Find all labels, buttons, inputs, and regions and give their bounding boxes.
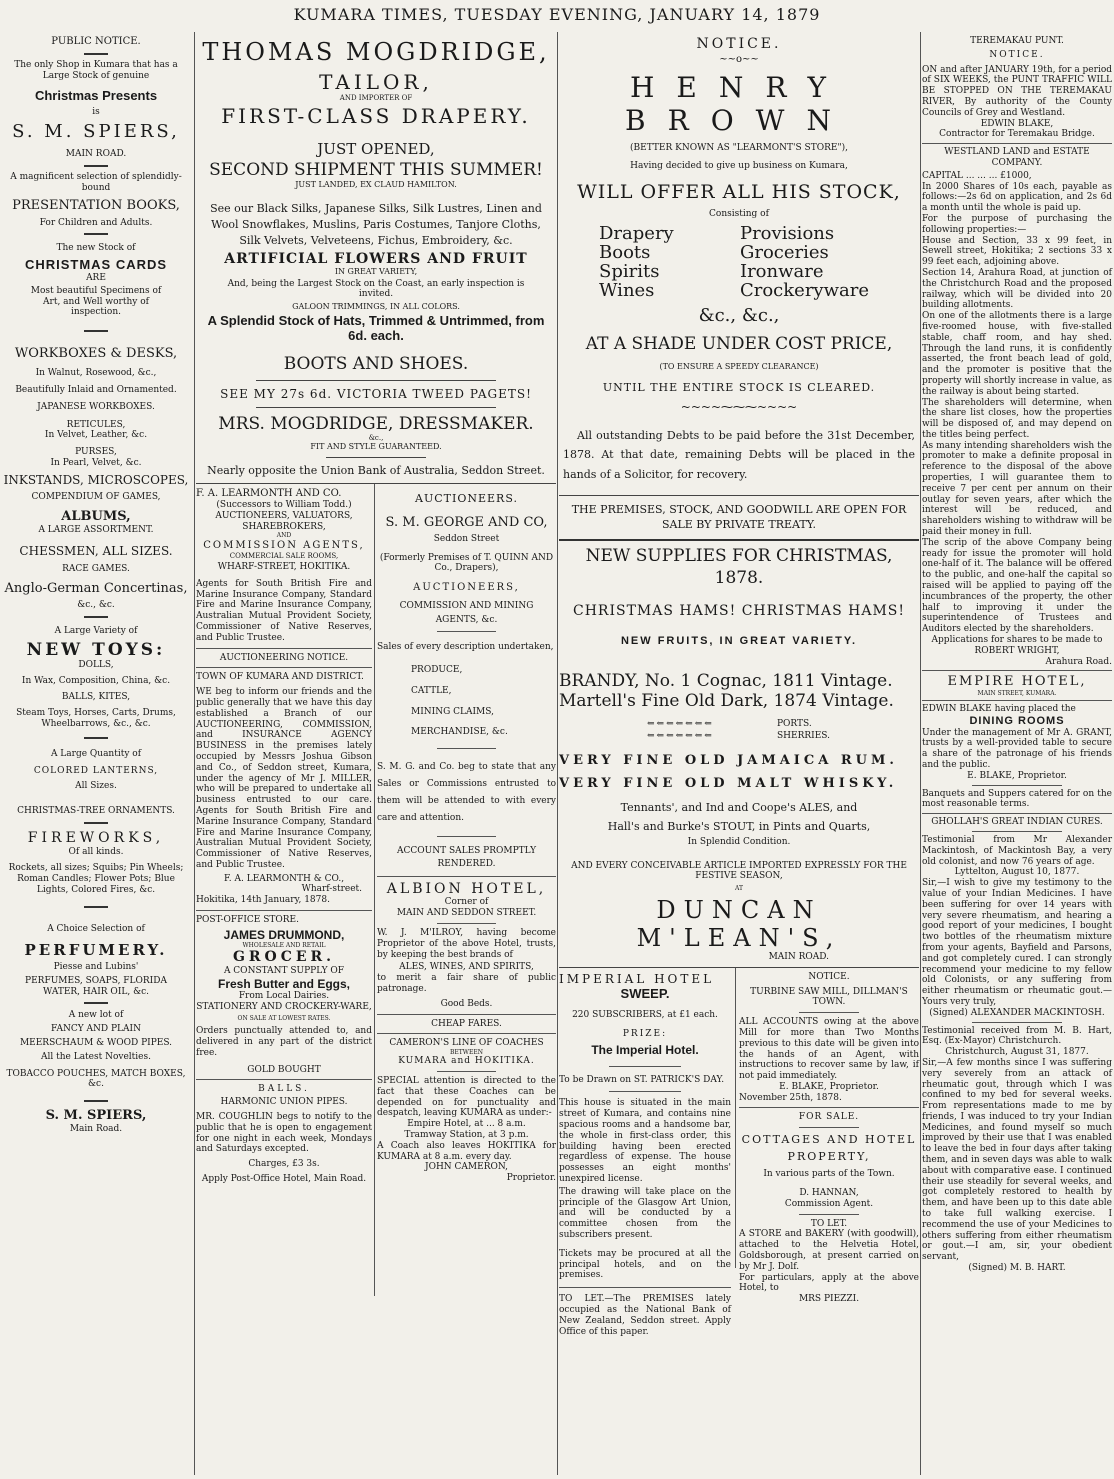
christchurch-date: Christchurch, August 31, 1877. [945,1047,1089,1058]
tweed-pagets: SEE MY 27s 6d. VICTORIA TWEED PAGETS! [220,387,532,401]
butter-eggs: Fresh Butter and Eggs, [217,977,351,992]
public-notice-heading: PUBLIC NOTICE. [51,36,141,47]
amp: &c., [368,434,384,442]
divider [437,1071,496,1072]
christmas-presents: Christmas Presents [34,87,158,103]
fit-style: FIT AND STYLE GUARANTEED. [310,442,442,451]
boots-and-shoes: BOOTS AND SHOES. [283,354,469,374]
learmonth-body: WE beg to inform our friends and the public generally that we have this day established a Branch of our AUCTIONEERING, COMMISSION, and INSURANCE AGENCY BUSINESS in the premises lately occupied by Messrs Joshua Gibson and Co., of Seddon street, Kumara, under the agency of Mr J. MILLER, who will be prepared to undertake all business entrusted to our care. Agents for South British Fire and Marine Insurance Company, Standard Fire and Marine Insurance Company, Australian Mutual Provident Society, Commissioner of Native Reserves, and Public Trustee. [196,687,372,870]
apply-post-office: Apply Post-Office Hotel, Main Road. [201,1173,367,1184]
testimonial-2: Testimonial received from M. B. Hart, Esq. (Ex-Mayor) Christchurch. [922,1025,1112,1047]
inkstands: INKSTANDS, MICROSCOPES, [3,472,189,487]
learmont-store: (BETTER KNOWN AS "LEARMONT'S STORE"), [630,143,848,153]
importer: AND IMPORTER OF [339,94,413,102]
condition: In Splendid Condition. [687,836,791,847]
divider [196,667,372,668]
divider [326,457,426,458]
divider [84,1100,108,1102]
divider [972,1022,1062,1023]
artificial-flowers: ARTIFICIAL FLOWERS AND FRUIT [224,250,528,267]
letter-2: Sir,—A few months since I was suffering very severely from an attack of rheumatic gout, through which I was confined to my bed for several weeks. From representations made to me by friends, I was induced to try your Indian Medicines, and found myself so much improved by their use that I was enabled to leave the bed in four days after taking them, and in seven days was able to walk about with comparative ease. I continued their use steadily for several weeks, and got completely restored to health by them, and have been up to this date able to take full walking exercise. I recommend the use of your Medicines to others suffering from either rheumatism or gout.—I am, sir, your obedient servant, [922,1057,1112,1263]
shop-road: MAIN ROAD. [65,149,127,160]
allotments: On one of the allotments there is a large five-roomed house, with five-stalled stable, chaff room, and hay shed. Through the land runs, it is confidently asserted, the front beach lead of gold, and the promoter is positive that the property will shortly increase in value, as the railway is about being started. [922,311,1112,397]
spiers-signature: S. M. SPIERS, [45,1108,147,1124]
christmas-cards: CHRISTMAS CARDS [24,257,168,273]
goods-item: Wines [599,279,655,301]
just-opened: JUST OPENED, [317,140,435,158]
perfumes: PERFUMES, SOAPS, FLORIDA WATER, HAIR OIL, &c. [25,975,167,997]
reticules: RETICULES, [66,419,126,430]
post-office-store: POST-OFFICE STORE. [196,915,299,926]
divider [437,748,496,749]
arrows-icon: ⇐⇐⇐⇐⇐⇐⇐ [647,730,714,741]
imperial-body: This house is situated in the main street of Kumara, and contains nine spacious rooms and a handsome bar, the whole in first-class order, this building having been erected regardless of expense. The house possesses an eight months' unexpired license. [559,1098,731,1185]
will-offer: WILL OFFER ALL HIS STOCK, [577,181,901,203]
coaches-body: SPECIAL attention is directed to the fact that these Coaches can be depended on for punctuality and despatch, leaving KUMARA as under:- [377,1076,556,1119]
store-to-let: TO LET. [810,1218,848,1229]
column-rule [920,32,921,1475]
balls-head: BALLS. [258,1084,310,1095]
mill-body: ALL ACCOUNTS owing at the above Mill for more than Two Months previous to this date will be given into the hands of an Agent, with instructions to recover same by law, if not paid immediately. [739,1017,919,1082]
to-let-premises: TO LET.—The PREMISES lately occupied as the National Bank of New Zealand, Seddon street. Apply Office of this paper. [559,1294,731,1337]
walnut: In Walnut, Rosewood, &c., [35,368,157,379]
divider [377,1033,556,1034]
divider [84,233,108,235]
inlaid: Beautifully Inlaid and Ornamented. [15,384,177,395]
stout: Hall's and Burke's STOUT, in Pints and Quarts, [607,819,871,833]
route: KUMARA and HOKITIKA. [398,1056,535,1067]
sweep: SWEEP. [620,986,670,1002]
albion-hotel: ALBION HOTEL, [386,880,547,897]
account-sales: ACCOUNT SALES PROMPTLY RENDERED. [396,845,537,870]
fancy-plain: FANCY AND PLAIN [51,1024,141,1035]
george-item: PRODUCE, [411,664,463,675]
good-beds: Good Beds. [440,998,493,1009]
tennants: Tennants', and Ind and Coope's ALES, and [620,800,858,814]
various-parts: In various parts of the Town. [763,1169,895,1180]
turbine-mill: TURBINE SAW MILL, DILLMAN'S TOWN. [750,986,908,1008]
orders: Orders punctually attended to, and delivered in any part of the district free. [196,1026,372,1058]
wholesale-retail: WHOLESALE AND RETAIL [242,942,326,950]
albion-streets: MAIN AND SEDDON STREET. [396,908,537,919]
for-children: For Children and Adults. [39,217,153,228]
auctioneers-head: AUCTIONEERS. [415,492,518,505]
learmonth-head: F. A. LEARMONTH AND CO. [196,488,342,499]
imperial-hotel: IMPERIAL HOTEL [559,971,715,986]
store-bakery: A STORE and BAKERY (with goodwill), attached to the Helvetia Hotel, Goldsborough, at present carried on by Mr J. Dolf. [739,1229,919,1272]
ghollah: GHOLLAH'S GREAT INDIAN CURES. [931,817,1103,828]
balls-kites: BALLS, KITES, [61,692,131,702]
divider [799,1214,859,1215]
tree-ornaments: CHRISTMAS-TREE ORNAMENTS. [17,805,175,816]
divider [559,1287,731,1288]
just-landed: JUST LANDED, EX CLAUD HAMILTON. [295,180,457,189]
punt-signature: EDWIN BLAKE, [980,118,1054,129]
george-item: MINING CLAIMS, [411,706,494,717]
divider [609,1066,681,1067]
seddon-street: Seddon Street [433,533,500,544]
cottages: COTTAGES AND HOTEL PROPERTY, [741,1133,917,1163]
punt-body: ON and after JANUARY 19th, for a period of SIX WEEKS, the PUNT TRAFFIC WILL BE STOPPED ON THE TEREMAKAU RIVER, By authority of the County Councils of Grey and Westland. [922,64,1112,118]
divider [377,1014,556,1015]
quantity-text: A Large Quantity of [50,749,142,760]
divider [972,785,1062,786]
divider [437,923,496,924]
goods-item: Groceries [739,241,829,263]
etc-text: &c., &c. [77,600,115,611]
intending: As many intending shareholders wish the promoter to make a definite proposal in reference to the disposal of the above properties, I will guarantee them to receive 7 per cent per annum on their outlay for seven years, after which the interest will be reduced, and shareholders wishing to withdraw will be paid their money in full. [922,440,1112,538]
goods-left [599,225,674,301]
at: AT [734,884,743,892]
arrows-icon: ⇐⇐⇐⇐⇐⇐⇐ [647,718,714,729]
banquets: Banquets and Suppers catered for on the most reasonable terms. [922,788,1112,810]
divider [84,906,108,908]
divider [84,1002,108,1004]
divider [609,1091,681,1092]
jamaica-rum: VERY FINE OLD JAMAICA RUM. [559,752,898,768]
workboxes: WORKBOXES & DESKS, [14,346,178,362]
purpose: For the purpose of purchasing the following properties:— [922,213,1112,235]
john-cameron: JOHN CAMERON, [424,1162,509,1173]
tramway-time: Tramway Station, at 3 p.m. [404,1130,529,1141]
auctioneers: AUCTIONEERS, [413,582,520,594]
signed-1: (Signed) ALEXANDER MACKINTOSH. [929,1007,1105,1018]
merit: to merit a fair share of public patronage. [377,973,556,994]
charges: Charges, £3 3s. [248,1159,320,1170]
wax: In Wax, Composition, China, &c. [21,676,171,687]
shop-name: S. M. SPIERS, [12,121,180,143]
divider [739,1107,919,1108]
divider [84,330,108,332]
divider [256,380,496,381]
column-3 [559,32,919,1475]
section-rule [559,539,919,541]
mill-notice: NOTICE. [808,971,850,982]
divider [196,648,372,649]
letter-1: Sir,—I wish to give my testimony to the value of your Indian Medicines. I have been suffering for over 14 years with very severe rheumatism, and hearing a good report of your medicines, I bought two bottles of the rheumatism mixture from your agents, Bayfield and Parsons, and got completely cured. I can strongly recommend your medicine to my fellow old Colonists, or any suffering from either rheumatism or rheumatic gout.—Yours very truly, [922,878,1112,1007]
masthead: KUMARA TIMES, TUESDAY EVENING, JANUARY 14, 1879 [293,5,821,24]
compendium: COMPENDIUM OF GAMES, [31,492,161,503]
main-road: MAIN ROAD. [768,951,829,962]
debts-notice: All outstanding Debts to be paid before the 31st December, 1878. At that date, remaining Debts will be placed in the hands of a Solicitor, for recovery. [563,428,915,482]
goods-list [559,225,919,301]
tailor: TAILOR, [319,70,433,94]
divider [437,836,496,837]
george-item: CATTLE, [411,685,452,696]
all-sizes: All Sizes. [75,780,117,791]
decided: Having decided to give up business on Kumara, [630,161,848,171]
learmonth-and: AND [276,532,292,540]
ornament-icon: ~~o~~ [719,54,759,65]
sale-rooms: COMMERCIAL SALE ROOMS, [229,551,339,560]
column-rule [557,32,558,1475]
column-rule [194,32,195,1475]
sales-text: Sales of every description undertaken, [377,642,554,653]
ornament-icon: ~~~~⁓⁓⁓~~~~ [680,399,798,414]
punt-role: Contractor for Teremakau Bridge. [939,129,1095,140]
grant: Under the management of Mr A. GRANT, trusts by a well-provided table to secure a share of the patronage of his friends and the public. [922,727,1112,770]
are-text: ARE [86,273,106,284]
divider [799,1127,859,1128]
commission-agent: Commission Agent. [784,1198,874,1209]
chessmen: CHESSMEN, ALL SIZES. [19,543,173,558]
divider [972,831,1062,832]
silks-list: See our Black Silks, Japanese Silks, Silk Lustres, Linen and Wool Snowflakes, Muslins, Paris Costumes, Tanjore Cloths, Silk Velvets, Velveteens, Fichus, Embroidery, &c. [210,202,542,247]
second-shipment: SECOND SHIPMENT THIS SUMMER! [209,160,543,180]
goods-item: Spirits [599,260,660,282]
hats: A Splendid Stock of Hats, Trimmed & Untrimmed, from 6d. each. [207,312,545,344]
auctioneering-notice: AUCTIONEERING NOTICE. [219,652,349,663]
imperial-prize: The Imperial Hotel. [591,1043,699,1058]
section-rule [559,495,919,496]
divider [922,670,1112,671]
meerschaum: MEERSCHAUM & WOOD PIPES. [19,1037,173,1048]
sherries: SHERRIES. [777,730,830,741]
shareholders: The shareholders will determine, when the share list closes, how the properties will be disposed of, and may depend on the titles being perfect. [922,397,1112,440]
column-4 [922,32,1112,1475]
particulars: For particulars, apply at the above Hotel, to [739,1272,919,1294]
edwin-blake: EDWIN BLAKE having placed the [922,703,1076,714]
coughlin: MR. COUGHLIN begs to notify to the public that he is open to engagement for one night in each week, Mondays and Saturdays excepted. [196,1112,372,1155]
selection-text: A magnificent selection of splendidly-bound [10,172,182,193]
brandy: BRANDY, No. 1 Cognac, 1811 Vintage. [559,670,893,691]
arahura-road: Arahura Road. [1045,656,1112,667]
drawing: The drawing will take place on the principle of the Glasgow Art Union, and will be conducted by a committee chosen from the subscribers present. [559,1186,731,1241]
tickets: Tickets may be procured at all the principal hotels, and on the premises. [559,1248,731,1281]
albion-corner: Corner of [444,897,489,908]
applications: Applications for shares to be made to [931,635,1103,646]
goods-right [740,225,869,301]
steam-toys: Steam Toys, Horses, Carts, Drums, Wheelbarrows, &c., &c. [16,707,176,729]
spiers-road: Main Road. [69,1123,123,1134]
divider [922,143,1112,144]
hannan: D. HANNAN, [799,1188,859,1199]
divider [84,616,108,618]
clearance: (TO ENSURE A SPEEDY CLEARANCE) [659,361,819,371]
great-variety: IN GREAT VARIETY, [334,266,418,276]
pearl: In Pearl, Velvet, &c. [50,457,142,468]
westland-company: WESTLAND LAND and ESTATE COMPANY. [944,147,1090,168]
learmonth-agents: Agents for South British Fire and Marine Insurance Company, Standard Fire and Marine Insurance Company, Australian Mutual Provident Society, Commissioner of Native Reserves, and Public Trustee. [196,578,372,643]
assortment: A LARGE ASSORTMENT. [38,525,154,535]
divider [799,1012,859,1013]
colored-lanterns: COLORED LANTERNS, [33,766,159,777]
velvet: In Velvet, Leather, &c. [44,430,148,441]
purses: PURSES, [75,447,117,458]
stationery: STATIONERY AND CROCKERY-WARE, [196,1002,372,1013]
harmonic-pipes: HARMONIC UNION PIPES. [220,1097,348,1108]
learmonth-role: AUCTIONEERS, VALUATORS, SHAREBROKERS, [215,510,353,532]
blake-signature: E. BLAKE, Proprietor. [779,1081,879,1092]
divider [196,910,372,911]
george-item: MERCHANDISE, &c. [411,727,508,738]
column-2 [196,32,556,1475]
drawn-on: To be Drawn on ST. PATRICK'S DAY. [559,1074,725,1085]
divider [84,165,108,167]
martell: Martell's Fine Old Dark, 1874 Vintage. [559,690,894,711]
fireworks: FIREWORKS, [27,829,165,846]
tobacco: TOBACCO POUCHES, MATCH BOXES, &c. [6,1068,186,1090]
goods-item: Drapery [599,223,674,244]
new-toys: NEW TOYS: [26,639,166,660]
presentation-books: PRESENTATION BOOKS, [12,197,180,213]
dining-rooms: DINING ROOMS [969,714,1065,727]
blake-proprietor: E. BLAKE, Proprietor. [967,770,1067,781]
local-dairies: From Local Dairies. [238,991,330,1002]
subscribers: 220 SUBSCRIBERS, at £1 each. [572,1009,718,1020]
wharf: Wharf-street. [301,884,362,895]
mcilroy: W. J. M'ILROY, having become Proprietor of the above Hotel, trusts, by keeping the best brands of [377,927,556,960]
goods-item: Crockeryware [739,279,869,301]
first-class-drapery: FIRST-CLASS DRAPERY. [221,104,531,128]
george-column [377,484,556,1296]
coach-leaves: A Coach also leaves HOKITIKA for KUMARA at 8 a.m. every day. [377,1140,556,1162]
premises-sale: THE PREMISES, STOCK, AND GOODWILL ARE OPEN FOR SALE BY PRIVATE TREATY. [571,502,907,532]
constant-supply: A CONSTANT SUPPLY OF [223,966,345,977]
commission-agents: COMMISSION AGENTS, [203,539,365,551]
divider [196,1079,372,1080]
galoon: GALOON TRIMMINGS, IN ALL COLORS. [292,301,460,311]
under-cost: AT A SHADE UNDER COST PRICE, [585,333,893,354]
consisting: Consisting of [709,209,769,219]
george-name: S. M. GEORGE AND CO, [385,515,548,531]
house-section: House and Section, 33 x 99 feet, in Sewell street, Hokitika; 2 sections 33 x 99 feet each, adjoining above. [922,235,1112,268]
new-lot: A new lot of [68,1010,124,1021]
prize: PRIZE: [622,1028,668,1039]
punt-head: TEREMAKAU PUNT. [970,36,1064,46]
shares: In 2000 Shares of 10s each, payable as follows:—2s 6d on application, and 2s 6d a month until the whole is paid up. [922,181,1112,214]
mill-column [739,968,919,1305]
formerly: (Formerly Premises of T. QUINN AND Co., Drapers), [379,552,554,574]
goods-item: Boots [599,241,651,263]
japanese-workboxes: JAPANESE WORKBOXES. [37,401,155,412]
camerons-line: CAMERON'S LINE OF COACHES [389,1038,544,1049]
mogdridge-name: THOMAS MOGDRIDGE, [202,38,550,66]
goods-item: Ironware [739,260,824,282]
learmonth-column [196,484,372,1296]
albums: ALBUMS, [61,509,131,525]
cheap-fares: CHEAP FARES. [431,1018,502,1029]
empire-time: Empire Hotel, at ... 8 a.m. [407,1119,526,1130]
divider [84,737,108,739]
duncan-mclean: DUNCAN M'LEAN'S, [636,895,842,952]
piesse: Piesse and Lubins' [53,961,139,972]
novelties: All the Latest Novelties. [41,1051,151,1062]
town-of-kumara: TOWN OF KUMARA AND DISTRICT. [196,672,364,683]
wharf-street: WHARF-STREET, HOKITIKA. [217,561,351,572]
divider [437,631,496,632]
mrs-piezzi: MRS PIEZZI. [798,1294,860,1305]
section-14: Section 14, Arahura Road, at junction of the Christchurch Road and the proposed railway, which will be divided into 20 building allotments. [922,267,1112,311]
james-drummond: JAMES DRUMMOND, [223,927,345,942]
between: BETWEEN [450,1049,483,1057]
intro-text: The only Shop in Kumara that has a Large Stock of genuine [14,60,178,81]
until-cleared: UNTIL THE ENTIRE STOCK IS CLEARED. [602,380,876,394]
every-article: AND EVERY CONCEIVABLE ARTICLE IMPORTED EXPRESSLY FOR THE FESTIVE SEASON, [571,860,907,881]
new-fruits: NEW FRUITS, IN GREAT VARIETY. [620,634,858,647]
variety-text: A Large Variety of [54,625,138,636]
capital: CAPITAL ... ... ... £1000, [922,170,1032,181]
goods-item: Provisions [739,223,835,244]
race-games: RACE GAMES. [62,564,130,575]
specimens-text: Most beautiful Specimens of Art, and Well worthy of inspection. [30,285,162,318]
divider [256,407,496,408]
lowest-rates: ON SALE AT LOWEST RATES. [237,1015,331,1023]
column-rule [735,968,736,1268]
divider [922,700,1112,701]
divider [84,53,108,55]
punt-notice: NOTICE. [989,49,1045,60]
proprietor: Proprietor. [506,1173,556,1184]
largest-stock: And, being the Largest Stock on the Coast, an early inspection is invited. [227,278,525,299]
signed-2: (Signed) M. B. HART. [968,1263,1066,1274]
imperial-column [559,968,731,1337]
dolls: DOLLS, [78,660,114,671]
new-supplies: NEW SUPPLIES FOR CHRISTMAS, 1878. [585,545,893,588]
divider [377,876,556,877]
learmonth-successors: (Successors to William Todd.) [216,500,352,510]
perfumery: PERFUMERY. [24,940,168,959]
new-stock: The new Stock of [56,243,136,254]
divider [84,822,108,824]
learmonth-signature: F. A. LEARMONTH & CO., [223,873,345,884]
etc: &c., &c., [698,304,780,326]
empire-hotel: EMPIRE HOTEL, [947,674,1087,690]
empire-street: MAIN STREET, KUMARA. [977,689,1057,697]
sherries-row [647,731,919,741]
george-beg: S. M. G. and Co. beg to state that any Sales or Commissions entrusted to them will be attended to with every care and attention. [377,762,556,824]
rockets: Rockets, all sizes; Squibs; Pin Wheels; Roman Candles; Flower Pots; Blue Lights, Colored Fires, &c. [8,863,184,896]
opposite: Nearly opposite the Union Bank of Australia, Seddon Street. [207,464,545,477]
christmas-hams: CHRISTMAS HAMS! CHRISTMAS HAMS! [572,602,905,619]
mill-date: November 25th, 1878. [739,1092,842,1103]
robert-wright: ROBERT WRIGHT, [974,645,1060,656]
malt-whisky: VERY FINE OLD MALT WHISKY. [559,775,898,791]
testimonial-1: Testimonial from Mr Alexander Mackintosh, of Mackintosh Bay, a very old colonist, and now 76 years of age. [922,834,1112,867]
column-rule [374,484,375,1296]
choice-text: A Choice Selection of [47,923,145,934]
dressmaker: MRS. MOGDRIDGE, DRESSMAKER. [218,414,534,434]
notice-head: NOTICE. [696,36,782,52]
lyttelton-date: Lyttelton, August 10, 1877. [954,867,1080,878]
divider [922,813,1112,814]
for-sale: FOR SALE. [798,1112,860,1123]
commission-mining: COMMISSION AND MINING AGENTS, &c. [399,601,534,625]
ales-wines: ALES, WINES, AND SPIRITS, [399,962,534,973]
ports: PORTS. [777,718,812,729]
gold-bought: GOLD BOUGHT [247,1064,321,1075]
scrip: The scrip of the above Company being ready for issue the promoter will hold one-half of it. The balance will be offered to the public, and one-half the capital so raised will be applied to paying off the incumbrances of the property, the other half to improving it under the superintendence of Trustees and Auditors elected by the shareholders. [922,537,1112,635]
learmonth-date: Hokitika, 14th January, 1878. [196,895,330,906]
henry-brown: HENRY BROWN [625,71,853,137]
ports-row [647,719,919,729]
grocer: GROCER. [232,949,336,966]
column-1 [0,32,192,1475]
concertinas: Anglo-German Concertinas, [4,581,188,597]
all-kinds: Of all kinds. [68,846,124,857]
is-text: is [92,106,100,117]
